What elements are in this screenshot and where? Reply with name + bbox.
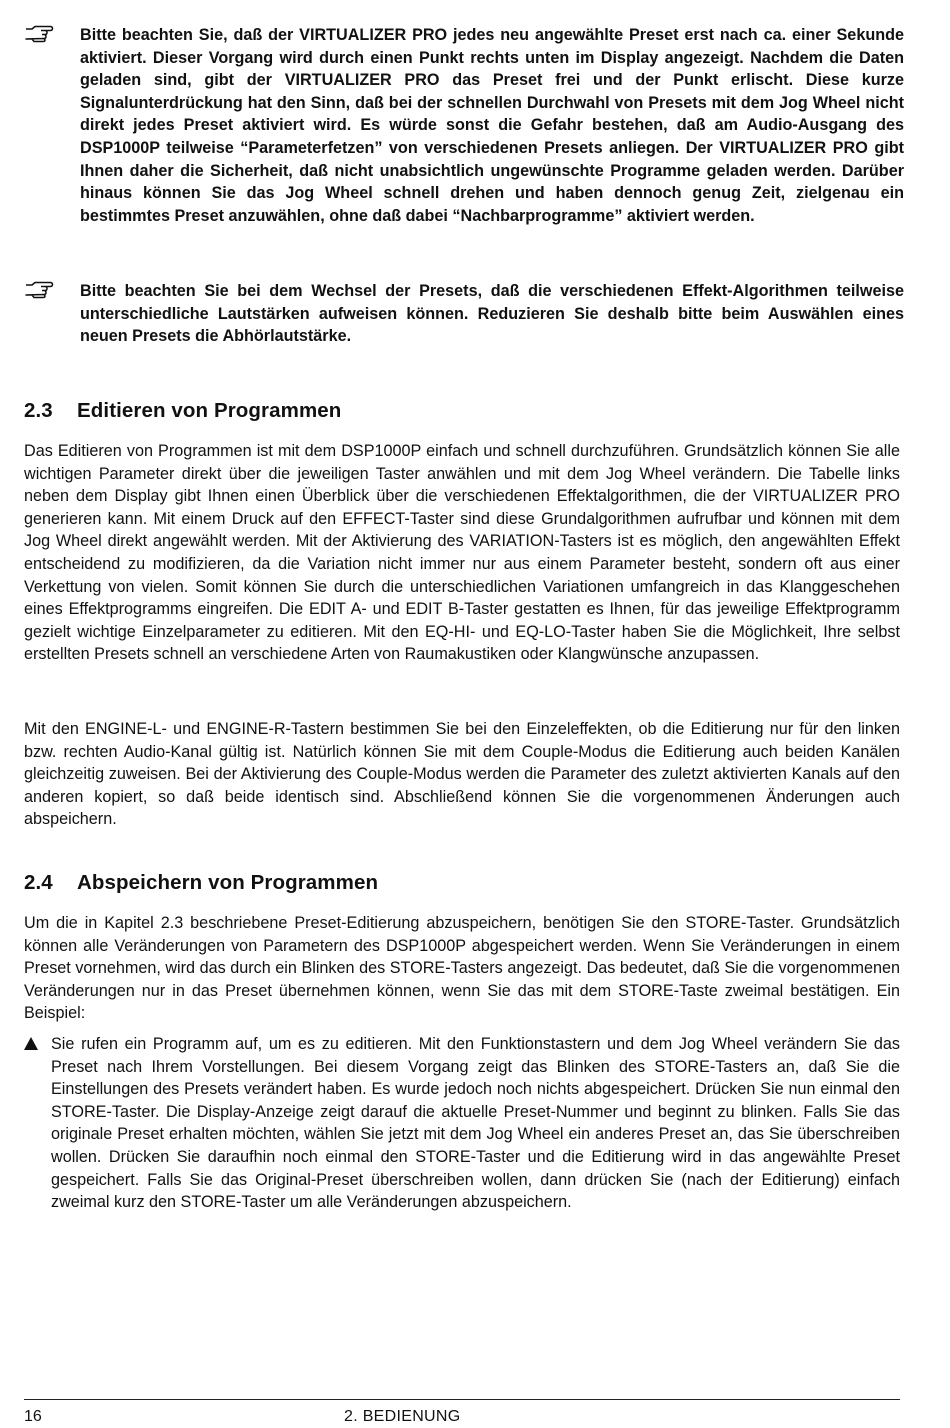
body-paragraph: Mit den ENGINE-L- und ENGINE-R-Tastern bestimmen Sie bei den Einzeleffekten, ob die Editierung nur für den linken bzw. rechten Audio-Kanal gültig ist. Natürlich können Sie mit dem Couple-Modus die Editierung auch beiden Kanälen gleichzeitig zuweisen. Bei der Aktivierung des Couple-Modus werden die Parameter des zuletzt aktivierten Kanals auf den anderen kopiert, so daß beide identisch sind. Abschließend können Sie die vorgenommenen Änderungen auch abspeichern.	[24, 720, 900, 829]
section-heading	[24, 871, 378, 895]
chapter-title: 2. BEDIENUNG	[344, 1408, 461, 1425]
section-title: Abspeichern von Programmen	[77, 871, 379, 894]
note-block	[24, 280, 904, 348]
section-heading	[24, 399, 341, 423]
pointing-hand-icon	[24, 280, 80, 348]
page-number: 16	[24, 1408, 42, 1425]
pointing-hand-icon	[24, 24, 80, 227]
footer-divider	[24, 1399, 900, 1400]
note-block	[24, 24, 904, 227]
note-text: Bitte beachten Sie, daß der VIRTUALIZER PRO jedes neu angewählte Preset erst nach ca. einer Sekunde aktiviert. Dieser Vorgang wird durch einen Punkt rechts unten im Display angezeigt. Nachdem die Daten geladen sind, gibt der VIRTUALIZER PRO das Preset frei und der Punkt erlischt. Diese kurze Signalunterdrückung hat den Sinn, daß bei der schnellen Durchwahl von Presets mit dem Jog Wheel nicht direkt jedes Preset aktiviert wird. Es würde sonst die Gefahr bestehen, daß am Audio-Ausgang des DSP1000P teilweise “Parameterfetzen” von verschiedenen Presets anliegen. Der VIRTUALIZER PRO gibt Ihnen daher die Sicherheit, daß nicht unabsichtlich ungewünschte Programme geladen werden. Darüber hinaus können Sie das Jog Wheel schnell drehen und haben dennoch genug Zeit, zielgenau ein bestimmtes Preset anzuwählen, ohne daß dabei “Nachbarprogramme” aktiviert werden.	[80, 26, 904, 225]
body-paragraph: Um die in Kapitel 2.3 beschriebene Preset-Editierung abzuspeichern, benötigen Sie den STORE-Taster. Grundsätzlich können alle Veränderungen von Parametern des DSP1000P abgespeichert werden. Wenn Sie Veränderungen in einem Preset vornehmen, wird das durch ein Blinken des STORE-Tasters angezeigt. Das bedeutet, daß Sie die vorgenommenen Veränderungen nur in das Preset übernehmen können, wenn Sie das mit dem STORE-Taste zweimal bestätigen. Ein Beispiel:	[24, 914, 900, 1023]
section-title: Editieren von Programmen	[77, 399, 342, 422]
section-number: 2.4	[24, 871, 53, 894]
triangle-bullet-icon	[24, 1033, 51, 1214]
bullet-item	[24, 1033, 900, 1214]
note-text: Bitte beachten Sie bei dem Wechsel der Presets, daß die verschiedenen Effekt-Algorithmen teilweise unterschiedliche Lautstärken aufweisen können. Reduzieren Sie deshalb bitte beim Auswählen eines neuen Presets die Abhörlautstärke.	[80, 282, 904, 346]
section-number: 2.3	[24, 399, 53, 422]
bullet-text: Sie rufen ein Programm auf, um es zu editieren. Mit den Funktionstastern und dem Jog Wheel verändern Sie das Preset nach Ihrem Vorstellungen. Bei diesem Vorgang zeigt das Blinken des STORE-Tasters an, daß Sie die Einstellungen des Presets verändert haben. Es wurde jedoch noch nichts abgespeichert. Drücken Sie nun einmal den STORE-Taster. Die Display-Anzeige zeigt darauf die aktuelle Preset-Nummer und beginnt zu blinken. Falls Sie das originale Preset erhalten möchten, wählen Sie jetzt mit dem Jog Wheel ein anderes Preset an, das Sie überschreiben wollen. Drücken Sie daraufhin noch einmal den STORE-Taster und die Editierung wird in das angewählte Preset gespeichert. Falls Sie das Original-Preset überschreiben wollen, dann drücken Sie (nach der Editierung) einfach zweimal kurz den STORE-Taster um alle Veränderungen abzuspeichern.	[51, 1035, 900, 1212]
body-paragraph: Das Editieren von Programmen ist mit dem DSP1000P einfach und schnell durchzuführen. Grundsätzlich können Sie alle wichtigen Parameter direkt über die jeweiligen Taster anwählen und mit dem Jog Wheel verändern. Die Tabelle links neben dem Display gibt Ihnen einen Überblick über die verschiedenen Effektalgorithmen, die der VIRTUALIZER PRO generieren kann. Mit einem Druck auf den EFFECT-Taster sind diese Grundalgorithmen aufrufbar und können mit dem Jog Wheel direkt angewählt werden. Mit der Aktivierung des VARIATION-Tasters ist es möglich, den angewählten Effekt entscheidend zu modifizieren, da die Variation nicht immer nur aus einem Parameter besteht, sondern oft aus einer Verkettung von vielen. Somit können Sie durch die unterschiedlichen Variationen umfangreich in das Klanggeschehen eines Effektprogramms eingreifen. Die EDIT A- und EDIT B-Taster gestatten es Ihnen, für das jeweilige Effektprogramm gezielt wichtige Einzelparameter zu editieren. Mit den EQ-HI- und EQ-LO-Taster haben Sie die Möglichkeit, Ihre selbst erstellten Presets schnell an verschiedene Arten von Raumakustiken oder Klangwünsche anzupassen.	[24, 442, 900, 664]
